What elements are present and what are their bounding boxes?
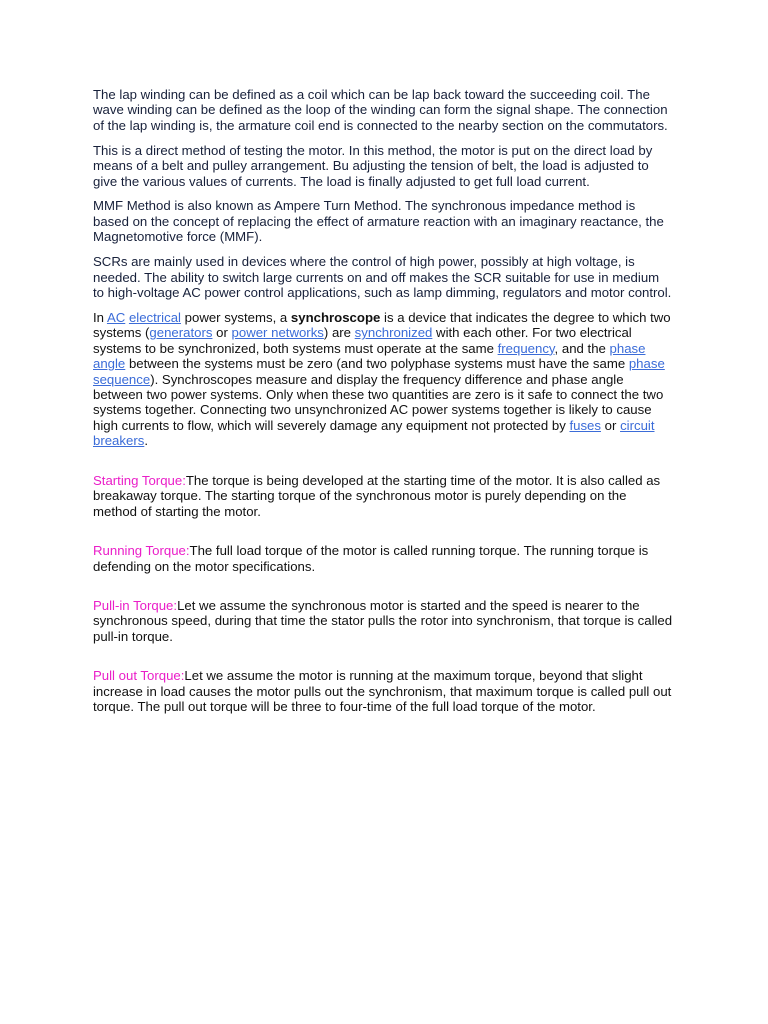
text-segment: or bbox=[601, 417, 621, 433]
spacer bbox=[93, 458, 673, 473]
torque-starting bbox=[93, 473, 673, 519]
paragraph-lap-winding: The lap winding can be defined as a coil which can be lap back toward the succeeding coil. The wave winding can be defined as the loop of the winding can form the signal shape. The connection of the lap winding is, the armature coil end is connected to the nearby section on the commutators. bbox=[93, 87, 668, 133]
link-synchronized[interactable]: synchronized bbox=[354, 325, 433, 341]
link-generators[interactable]: generators bbox=[149, 325, 213, 341]
link-fuses[interactable]: fuses bbox=[569, 417, 601, 433]
link-power-networks[interactable]: power networks bbox=[231, 325, 324, 341]
text-segment: is a device that indicates the degree to which two systems ( bbox=[93, 309, 671, 341]
link-electrical[interactable]: electrical bbox=[128, 309, 181, 325]
text-segment: with each other. For two electrical systems to be synchronized, both systems must operate at the same bbox=[93, 325, 632, 356]
link-circuit-breakers[interactable]: circuit breakers bbox=[93, 417, 655, 449]
torque-pull-out bbox=[93, 668, 673, 714]
link-frequency[interactable]: frequency bbox=[497, 340, 555, 356]
torque-term: Starting Torque: bbox=[93, 473, 186, 489]
torque-description: Let we assume the synchronous motor is started and the speed is nearer to the synchronous speed, during that time the stator pulls the rotor into synchronism, that torque is called pull-in torque. bbox=[93, 598, 673, 644]
paragraph-direct-testing: This is a direct method of testing the motor. In this method, the motor is put on the direct load by means of a belt and pulley arrangement. Bu adjusting the tension of belt, the load is adjusted to give the various values of currents. The load is finally adjusted to get full load current. bbox=[93, 142, 653, 189]
text-segment: In bbox=[93, 309, 107, 325]
synchroscope-term: synchroscope bbox=[290, 309, 381, 325]
link-ac[interactable]: AC bbox=[106, 309, 126, 325]
text-segment: , and the bbox=[554, 340, 610, 356]
torque-term: Pull out Torque: bbox=[93, 668, 185, 684]
link-phase-sequence[interactable]: phase sequence bbox=[93, 356, 665, 387]
text-segment: between the systems must be zero (and two polyphase systems must have the same bbox=[125, 356, 629, 372]
torque-description: The torque is being developed at the starting time of the motor. It is also called as breakaway torque. The starting torque of the synchronous motor is purely depending on the method of starting the motor. bbox=[93, 473, 661, 519]
torque-term: Pull-in Torque: bbox=[93, 598, 178, 614]
document-page bbox=[93, 87, 673, 739]
text-segment: power systems, a bbox=[180, 309, 291, 325]
link-phase-angle[interactable]: phase angle bbox=[93, 340, 646, 372]
torque-pull-in bbox=[93, 598, 673, 644]
text-segment: ) are bbox=[323, 325, 355, 341]
torque-description: Let we assume the motor is running at the maximum torque, beyond that slight increase in load causes the motor pulls out the synchronism, that maximum torque is called pull out torque. The pull out torque will be three to four-time of the full load torque of the motor. bbox=[93, 668, 672, 715]
paragraph-mmf-method: MMF Method is also known as Ampere Turn Method. The synchronous impedance method is based on the concept of replacing the effect of armature reaction with an imaginary reactance, the Magnetomotive force (MMF). bbox=[93, 198, 664, 245]
paragraph-scr: SCRs are mainly used in devices where the control of high power, possibly at high voltage, is needed. The ability to switch large currents on and off makes the SCR suitable for use in medium to high-voltage AC power control applications, such as lamp dimming, regulators and motor control. bbox=[93, 254, 672, 300]
torque-description: The full load torque of the motor is called running torque. The running torque is defending on the motor specifications. bbox=[93, 543, 649, 574]
text-segment: . bbox=[144, 433, 148, 449]
torque-running bbox=[93, 543, 673, 574]
paragraph-synchroscope bbox=[93, 310, 673, 449]
text-segment: or bbox=[212, 325, 232, 341]
text-segment: ). Synchroscopes measure and display the frequency difference and phase angle between two power systems. Only when these two quantities are zero is it safe to connect the two systems together. Connecting two unsynchronized AC power systems together is likely to cause high currents to flow, which will severely damage any equipment not protected by bbox=[93, 371, 664, 433]
torque-term: Running Torque: bbox=[93, 543, 190, 559]
